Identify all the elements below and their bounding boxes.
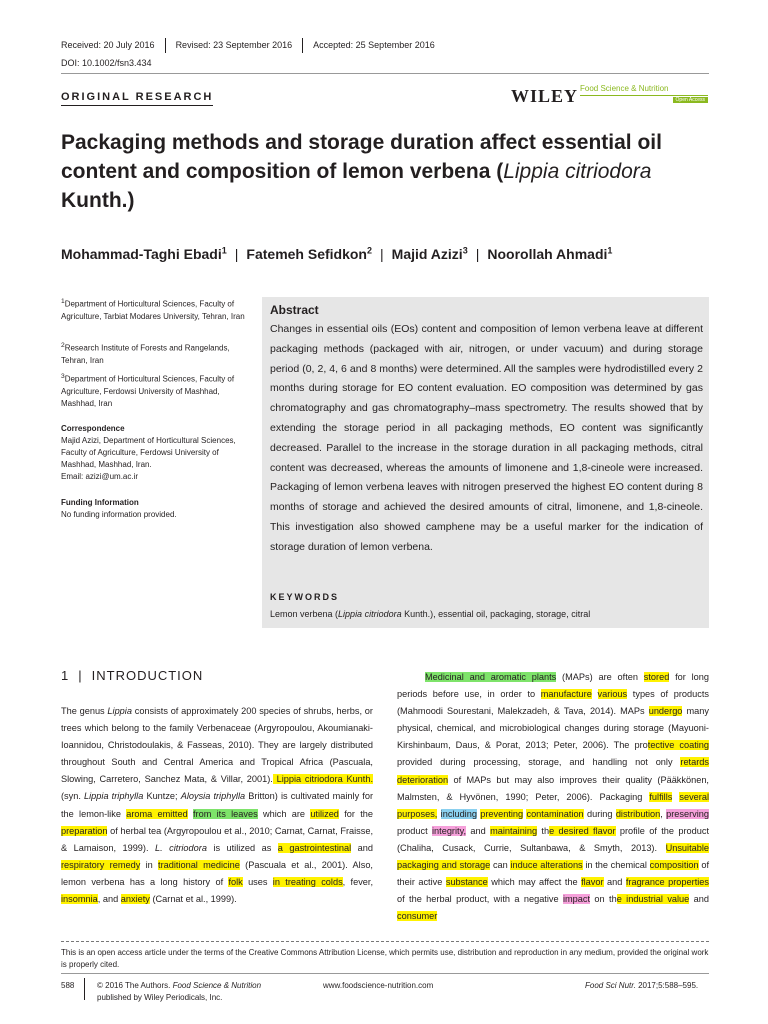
body-text: which are [257,808,311,819]
body-text: and [466,825,491,836]
highlighted-text: impact [562,894,591,905]
body-text: profile of the product (Chaliha, Cusack, Currie, Sultanbawa, & Smyth, 2013). [397,825,709,853]
highlighted-text: alterations [537,860,583,871]
body-text: for the [338,808,373,819]
highlighted-text: maintaining [490,825,538,836]
highlighted-text: e industrial value [616,894,690,905]
highlighted-text: consumer [397,911,438,922]
highlighted-text: a gastrointestinal [277,842,352,853]
body-text: of MAPs but may also improves their quality (Pääkkönen, Malmsten, & Hyvönen, 1990; Peter, 2006). Packaging [397,774,709,802]
highlighted-text: from its leaves [192,808,258,819]
body-text: and [351,842,373,853]
article-dates [61,38,445,53]
highlighted-text: utilized [310,808,339,819]
author-list [61,245,612,262]
open-access-badge: Open Access [673,97,708,103]
funding-label: Funding Information [61,498,139,507]
title-main: Packaging methods and storage duration affect essential oil content and composition of lemon verbena ( [61,131,662,183]
highlighted-text: purposes, [397,808,438,819]
highlighted-text: deterioration [397,774,449,785]
intro-left-column [61,703,373,908]
highlighted-text: fragrance properties [625,877,709,888]
body-text: The genus [61,706,108,716]
highlighted-text: composition [649,860,699,871]
correspondence [61,423,256,483]
highlighted-text: several [679,791,709,802]
body-text: Britton) is cultivated mainly for the lemon-like [61,791,374,819]
body-text: th [537,825,550,836]
highlighted-text: Unsuitable packaging and storage [397,842,709,871]
author-separator: | [234,245,239,262]
body-text: in the chemical [582,860,650,871]
correspondence-label: Correspondence [61,424,125,433]
body-text: and [689,894,709,905]
author: Majid Azizi$^3$ [391,245,468,262]
body-text: of the herbal product, with a negative [397,894,563,905]
title-species: Lippia citriodora [503,160,652,183]
affiliation: $^3$Department of Horticultural Sciences, Faculty of Agriculture, Ferdowsi University of Mashhad, Mashhad, Iran [61,373,235,408]
body-text: and [603,877,626,888]
body-text: , and [97,894,121,905]
highlighted-text: induce [510,860,538,871]
author-separator: | [380,245,384,262]
body-text: of herbal tea (Argyropoulou et al., 2010; Carnat, Carnat, Fraisse, & Lamaison, 1999). [61,825,373,853]
article-title [61,128,709,215]
footer-rule [61,973,709,974]
body-text: Aloysia triphylla [180,791,246,802]
body-text: consists of approximately 200 species of shrubs, herbs, or trees which belong to the family Verbenaceae (Argyropoulou, Akoumianaki-Ioannidou, Christodoulakis, & Fasseas, 2010). They are largely distributed throughout South and Central America and Tropical Africa (Pascuala, Slowing, Carretero, Sanchez Mata, & Villar, 2001). [61,706,373,785]
abstract-title: Abstract [270,303,319,317]
highlighted-text: Medicinal and aromatic plants [425,672,557,682]
body-text: , fever, [342,876,374,887]
section-heading: 1 | INTRODUCTION [61,668,204,683]
journal-url-link[interactable]: www.foodscience-nutrition.com [323,981,434,990]
highlighted-text: preventing [480,808,524,819]
body-text [592,689,598,699]
body-text: product [397,825,432,836]
body-text: Lippia [107,706,132,716]
body-text: of their active [397,860,710,888]
highlighted-text: fulfills [649,791,673,802]
correspondence-text: Majid Azizi, Department of Horticultural Sciences, Faculty of Agriculture, Ferdowsi University of Mashhad, Mashhad, Iran. [61,436,236,469]
funding-text: No funding information provided. [61,510,177,519]
body-text: many physical, chemical, and microbiological changes during storage (Mayuoni-Kirshinbaum, Daus, & Porat, 2013; Peter, 2006). The pro [397,706,709,751]
correspondence-email: Email: azizi@um.ac.ir [61,472,139,481]
body-text: for long periods before use, in order to [397,672,710,700]
revised-date: Revised: 23 September 2016 [166,38,304,53]
highlighted-text: flavor [581,877,604,888]
highlighted-text: aroma emitted [126,808,188,819]
highlighted-text: undergo [648,706,683,717]
author: Noorollah Ahmadi$^1$ [487,245,613,262]
highlighted-text: including [440,808,477,819]
highlighted-text: preserving [666,808,710,819]
highlighted-text: anxiety [120,894,150,905]
keywords-title: KEYWORDS [270,592,340,602]
author: Fatemeh Sefidkon$^2$ [246,245,373,262]
highlighted-text: Lippia citriodora Kunth. [272,774,374,785]
highlighted-text: manufacture [540,689,592,700]
body-text: L. citriodora [155,842,207,853]
affiliation: $^1$Department of Horticultural Sciences, Faculty of Agriculture, Tarbiat Modares University, Tehran, Iran [61,298,245,321]
body-text: in [140,859,159,870]
body-text: can [490,860,511,871]
body-text: on th [590,894,617,905]
highlighted-text: e desired flavor [549,825,616,836]
header-rule [61,73,709,74]
body-text: (MAPs) are often [556,672,644,682]
body-text: , [660,808,667,819]
body-text: during [583,808,616,819]
highlighted-text: respiratory remedy [61,859,141,870]
highlighted-text: stored [643,672,670,682]
title-end: Kunth.) [61,189,135,212]
highlighted-text: retards [680,757,709,768]
highlighted-text: insomnia [61,894,98,905]
highlighted-text: preparation [61,825,108,836]
highlighted-text: various [597,689,628,700]
copyright: © 2016 The Authors. Food Science & Nutrition published by Wiley Periodicals, Inc. [97,981,262,1002]
abstract-text: Changes in essential oils (EOs) content and composition of lemon verbena leave at different packaging methods (packaged with air, nitrogen, or under vacuum) and during storage period (0, 2, 4, 6 and 8 months) were determined. All the samples were hydrodistilled every 2 months during storage for EO content evaluation. EO composition was determined by gas chromatography and gas chromatography–mass spectrometry. The results showed that by extending the storage period in all packaging methods, EO content was significantly decreased. Parallel to the increase in the storage duration in all packaging methods, citral content was decreased, whereas the amounts of limonene and 1,8-cineole were increased. Packaging of lemon verbena leaves with nitrogen preserved the highest EO content during 8 months of storage and achieved the desired amounts of citral, limonene, and 1,8-cineole. This investigation also showed camphene may be a useful marker for the indication of storage duration of lemon verbena. [270,323,703,553]
intro-right-column [397,669,709,925]
body-text: (syn. [61,791,85,802]
body-text: (Carnat et al., 1999). [149,894,237,905]
highlighted-text: substance [445,877,488,888]
keywords: Lemon verbena (Lippia citriodora Kunth.), essential oil, packaging, storage, citral [270,609,591,619]
footer-divider [84,978,85,1000]
journal-logo [580,84,708,103]
page-number: 588 [61,981,75,990]
affiliation: $^2$Research Institute of Forests and Rangelands, Tehran, Iran [61,342,230,365]
highlighted-text: tective coating [647,740,710,751]
citation: Food Sci Nutr. 2017;5:588–595. [585,981,699,990]
body-text: is utilized as [206,842,278,853]
body-text: uses [242,876,273,887]
highlighted-text: in treating colds [272,876,343,887]
journal-name: Food Science & Nutrition [580,84,708,96]
section-label: ORIGINAL RESEARCH [61,91,213,106]
highlighted-text: folk [228,876,243,887]
body-text: types of products (Mahmoodi Sourestani, Malekzadeh, & Tava, 2014). MAPs [397,689,709,717]
author: Mohammad-Taghi Ebadi$^1$ [61,245,227,262]
body-text: Lippia triphylla [84,791,144,802]
doi: DOI: 10.1002/fsn3.434 [61,58,152,68]
body-text: provided during processing, storage, and handling not only [397,757,681,768]
accepted-date: Accepted: 25 September 2016 [313,40,435,50]
received-date: Received: 20 July 2016 [61,38,166,53]
highlighted-text: contamination [526,808,584,819]
body-text: (Pascuala et al., 2001). Also, lemon verbena has a long history of [61,859,373,887]
author-separator: | [475,245,480,262]
highlighted-text: integrity, [432,825,467,836]
highlighted-text: distribution [615,808,661,819]
funding-info [61,497,256,521]
body-text: which may affect the [487,877,582,888]
publisher-logo: WILEY [511,86,579,106]
footer-dashed-rule [61,941,709,942]
body-text: Kuntze; [143,791,181,802]
license-text: This is an open access article under the terms of the Creative Commons Attribution License, which permits use, distribution and reproduction in any medium, provided the original work is properly cited. [61,948,709,969]
highlighted-text: traditional medicine [158,859,240,870]
